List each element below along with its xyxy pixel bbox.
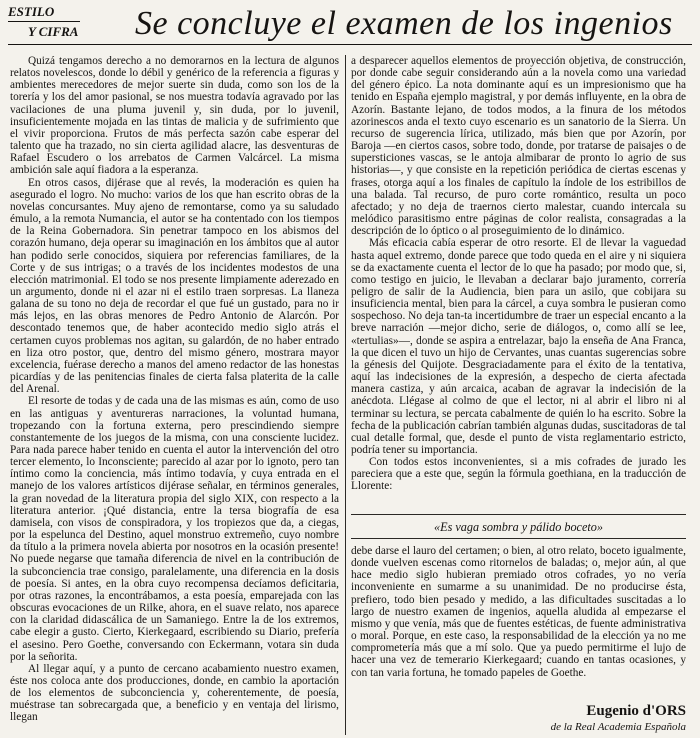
column-divider bbox=[345, 55, 346, 735]
right-paragraph-2 bbox=[351, 237, 686, 456]
closing-paragraph: debe darse el lauro del certamen; o bien, al otro relato, boceto igualmente, donde vuelven escenas como ritornelos de baladas; o, mejor aún, al que hace medio siglo hubieran premiado otros cofrades, yo no vería inconveniente en sumarme a su unanimidad. De no producirse ésta, prefiero, todo bien pesado y medido, a las dificultades suscitadas a lo largo de nuestro examen de ingenios, aquella aludida al empezarse el mismo y que venía, más que de fuentes estéticas, de fuente administrativa o moral. Porque, en este caso, la responsabilidad de la elección ya no me comprometería más que a mí solo. Que ya puedo permitirme el lujo de hacer una vez de temerario Kierkegaard; cuando en tantas ocasiones, y con tan varia fortuna, he tomado papeles de Goethe. bbox=[351, 545, 686, 679]
right-column-top bbox=[351, 55, 686, 515]
right-paragraph-2-lead: Más eficacia cabía esperar de otro resorte. bbox=[369, 237, 568, 250]
pull-quote-subhead: «Es vaga sombra y pálido boceto» bbox=[434, 520, 603, 534]
right-paragraph-2-body: El de llevar la vaguedad hasta aquel extremo, donde parece que todo queda en el aire y ni siquiera se da exactamente cuenta el lector de lo que ha pasado; por modo que, si, como testigo en juicio, le llevaban a declarar bajo juramento, correría peligro de salir de la Audiencia, bien para un asilo, que cobijara su insuficiencia mental, bien para la cárcel, a cuya sombra le pusieran como sospechoso. No deja tan-ta incertidumbre de traer un especial encanto a la breve narración —mejor dicho, serie de diálogos, o, como allí se lee, «tertulias»—, donde se aspira a entrelazar, bajo la enseña de Ana Franca, la que dicen el tuvo un hijo de Cervantes, unas cuantas sugerencias sobre la génesis del Quijote. Desgraciadamente para el éxito de la tentativa, aquí las indecisiones de la expresión, a despecho de cierta afectada manera castiza, y aún arcaica, acaban de agravar la indecisión de la anécdota. Llégase al colmo de que el lector, ni al abrir el libro ni al terminar su lectura, se percata cabalmente de quién lo ha escrito. Sobre la fecha de la publicación cabrían también algunas dudas, suscitadoras de tal cual detalle formal, que, desde el punto de vista reglamentario estricto, podría tener su importancia. bbox=[351, 237, 686, 456]
left-paragraph-1: Quizá tengamos derecho a no demorarnos en la lectura de algunos relatos novelescos, donde lo débil y genérico de la referencia a figuras y ambientes merecedores de mejor suerte sin duda, como son los de la torería y los del amor pasional, se nos muestra todavía agravado por las vacilaciones de una pluma juvenil y, sin duda, por lo juvenil, insuficientemente mojada en las tintas de malicia y de sufrimiento que el vivir proporciona. Frutos de más perfecta sazón cabe esperar del talento que ha trazado, no sin cierta agilidad alacre, las desventuras de Rafael Escudero o los arrebatos de Carmen Valcárcel. La misma ambición sale aquí fiadora a la esperanza. bbox=[10, 55, 339, 177]
subhead-rule-bottom bbox=[351, 538, 686, 539]
subhead-rule-top bbox=[351, 514, 686, 515]
section-label bbox=[8, 4, 128, 40]
left-paragraph-3: El resorte de todas y de cada una de las mismas es aún, como de uso en las antiguas y aventureras narraciones, la voluntad humana, tropezando con la fortuna externa, pero prescindiendo siempre constantemente de los juegos de la misma, con una consciente lucidez. Para nada parece haber tenido en cuenta el autor la intervención del otro tercer elemento, lo Inconsciente; parecido al azar por lo ignoto, pero tan íntimo como la conciencia, más íntimo todavía, y cuya entrada en el manejo de los valores artísticos dijérase señalar, en términos generales, la gran novedad de la literatura propia del siglo XIX, con respecto a la literatura anterior. ¡Qué distancia, entre la tersa biografía de esa damisela, con visos de conspiradora, y los tropiezos que da, a ciegas, por la espelunca del Destino, aquel monstruo extremeño, cuyo nombre da título a la primera novela abierta por nosotros en la ocasión presente! No puede negarse que tamaña diferencia de nivel en la contribución de la subconciencia trae consigo, paralelamente, una diferencia en la dosis de poesía. Si antes, en la obra cuyo recompensa decíamos deficitaria, por otras razones, la encontrábamos, a esta poesía, emparejada con las obscuras evocaciones de un Rilke, ahora, en el suave relato, nos aparece con la claridad didascálica de un Samaniego. Entre la de los extremos, cabe elegir a gusto. Cierto, Kierkegaard, escribiendo su Diario, prefería el asesino. Pero Goethe, conversando con Eckermann, votara sin duda por la señorita. bbox=[10, 395, 339, 663]
section-label-line2: Y CIFRA bbox=[28, 24, 79, 39]
left-paragraph-2: En otros casos, dijérase que al revés, la moderación es quien ha asegurado el logro. No mucho: varios de los que han escrito obras de la novelas concursantes. Muy ajeno de remontarse, como ya su saludado émulo, a la remota Numancia, el autor se ha contentado con los tiempos de la Reina Gobernadora. Sin penetrar tampoco en los abismos del corazón humano, deja operar su imaginación en los ámbitos que al autor han podido serle conocidos, siquiera por referencias familiares, de la Corte y de sus intrigas; o a través de los incidentes modestos de una elección matrimonial. El todo se nos presente limpiamente aderezado en un argumento, donde ni el azar ni el estilo traen sorpresas. La llaneza galana de su tono no deja de recordar el que fué un gustado, para no ir más lejos, en las obras menores de Pedro Antonio de Alarcón. Por descontado tenemos que, de haber acontecido medio siglo atrás el certamen cuyos problemas nos agitan, su galardón, de no haber entrado en liza otro postor, que, dentro del mismo género, mostrara mayor excelencia, fuérase derecho a manos del ameno redactor de las honestas picardías y de las penitencias finales de cierta falsa platerita de la calle del Arenal. bbox=[10, 176, 339, 396]
right-paragraph-3: Con todos estos inconvenientes, si a mis cofrades de jurado les pareciera que a este que, según la fórmula goethiana, en la traducción de Llorente: bbox=[351, 456, 686, 493]
byline bbox=[500, 703, 686, 734]
right-paragraph-1: a desparecer aquellos elementos de proyección objetiva, de construcción, por donde cabe seguir considerando aún a la novela como una variedad del género épico. La nota dominante aquí es un impresionismo que ha tenido en España ejemplo magistral, y por demás influyente, en la obra de Azorín. Bastante lejano, de todos modos, a la finura de los métodos azorinescos anda el texto cuyo escenario es un sanatorio de la Sierra. Un recurso de sugerencia lírica, utilizado, más bien que por Azorín, por Baroja —en ciertos casos, sobre todo, donde, por tratarse de paisajes o de supersticiones vascas, se le antoja almibarar de pronto lo agrio de sus historias—, y que consiste en la repetición periódica de ciertas escenas y frases, otorga aquí a los finales de capítulo la índole de los estribillos de una balada. Tal recurso, de puro corte romántico, resulta un poco afectado; y no deja de traernos cierto malestar, cuando intercala su melódico parasitismo entre páginas de color realista, consagradas a la descripción de lo óptico o al proseguimiento de lo dinámico. bbox=[351, 55, 686, 238]
article-headline: Se concluye el examen de los ingenios bbox=[135, 5, 673, 42]
byline-role: de la Real Academia Española bbox=[550, 721, 686, 733]
left-column bbox=[10, 55, 339, 735]
header-rule bbox=[8, 44, 692, 45]
section-label-line1: ESTILO bbox=[8, 4, 80, 22]
right-column-bottom bbox=[351, 545, 686, 703]
byline-author: Eugenio d'ORS bbox=[586, 703, 686, 719]
left-paragraph-4: Al llegar aquí, y a punto de cercano acabamiento nuestro examen, éste nos coloca ante dos producciones, donde, en cambio la aportación de los elementos de subconciencia y, coherentemente, de poesía, muéstrase tan sobrecargada que, a beneficio y en ventaja del lirismo, llegan bbox=[10, 662, 339, 724]
